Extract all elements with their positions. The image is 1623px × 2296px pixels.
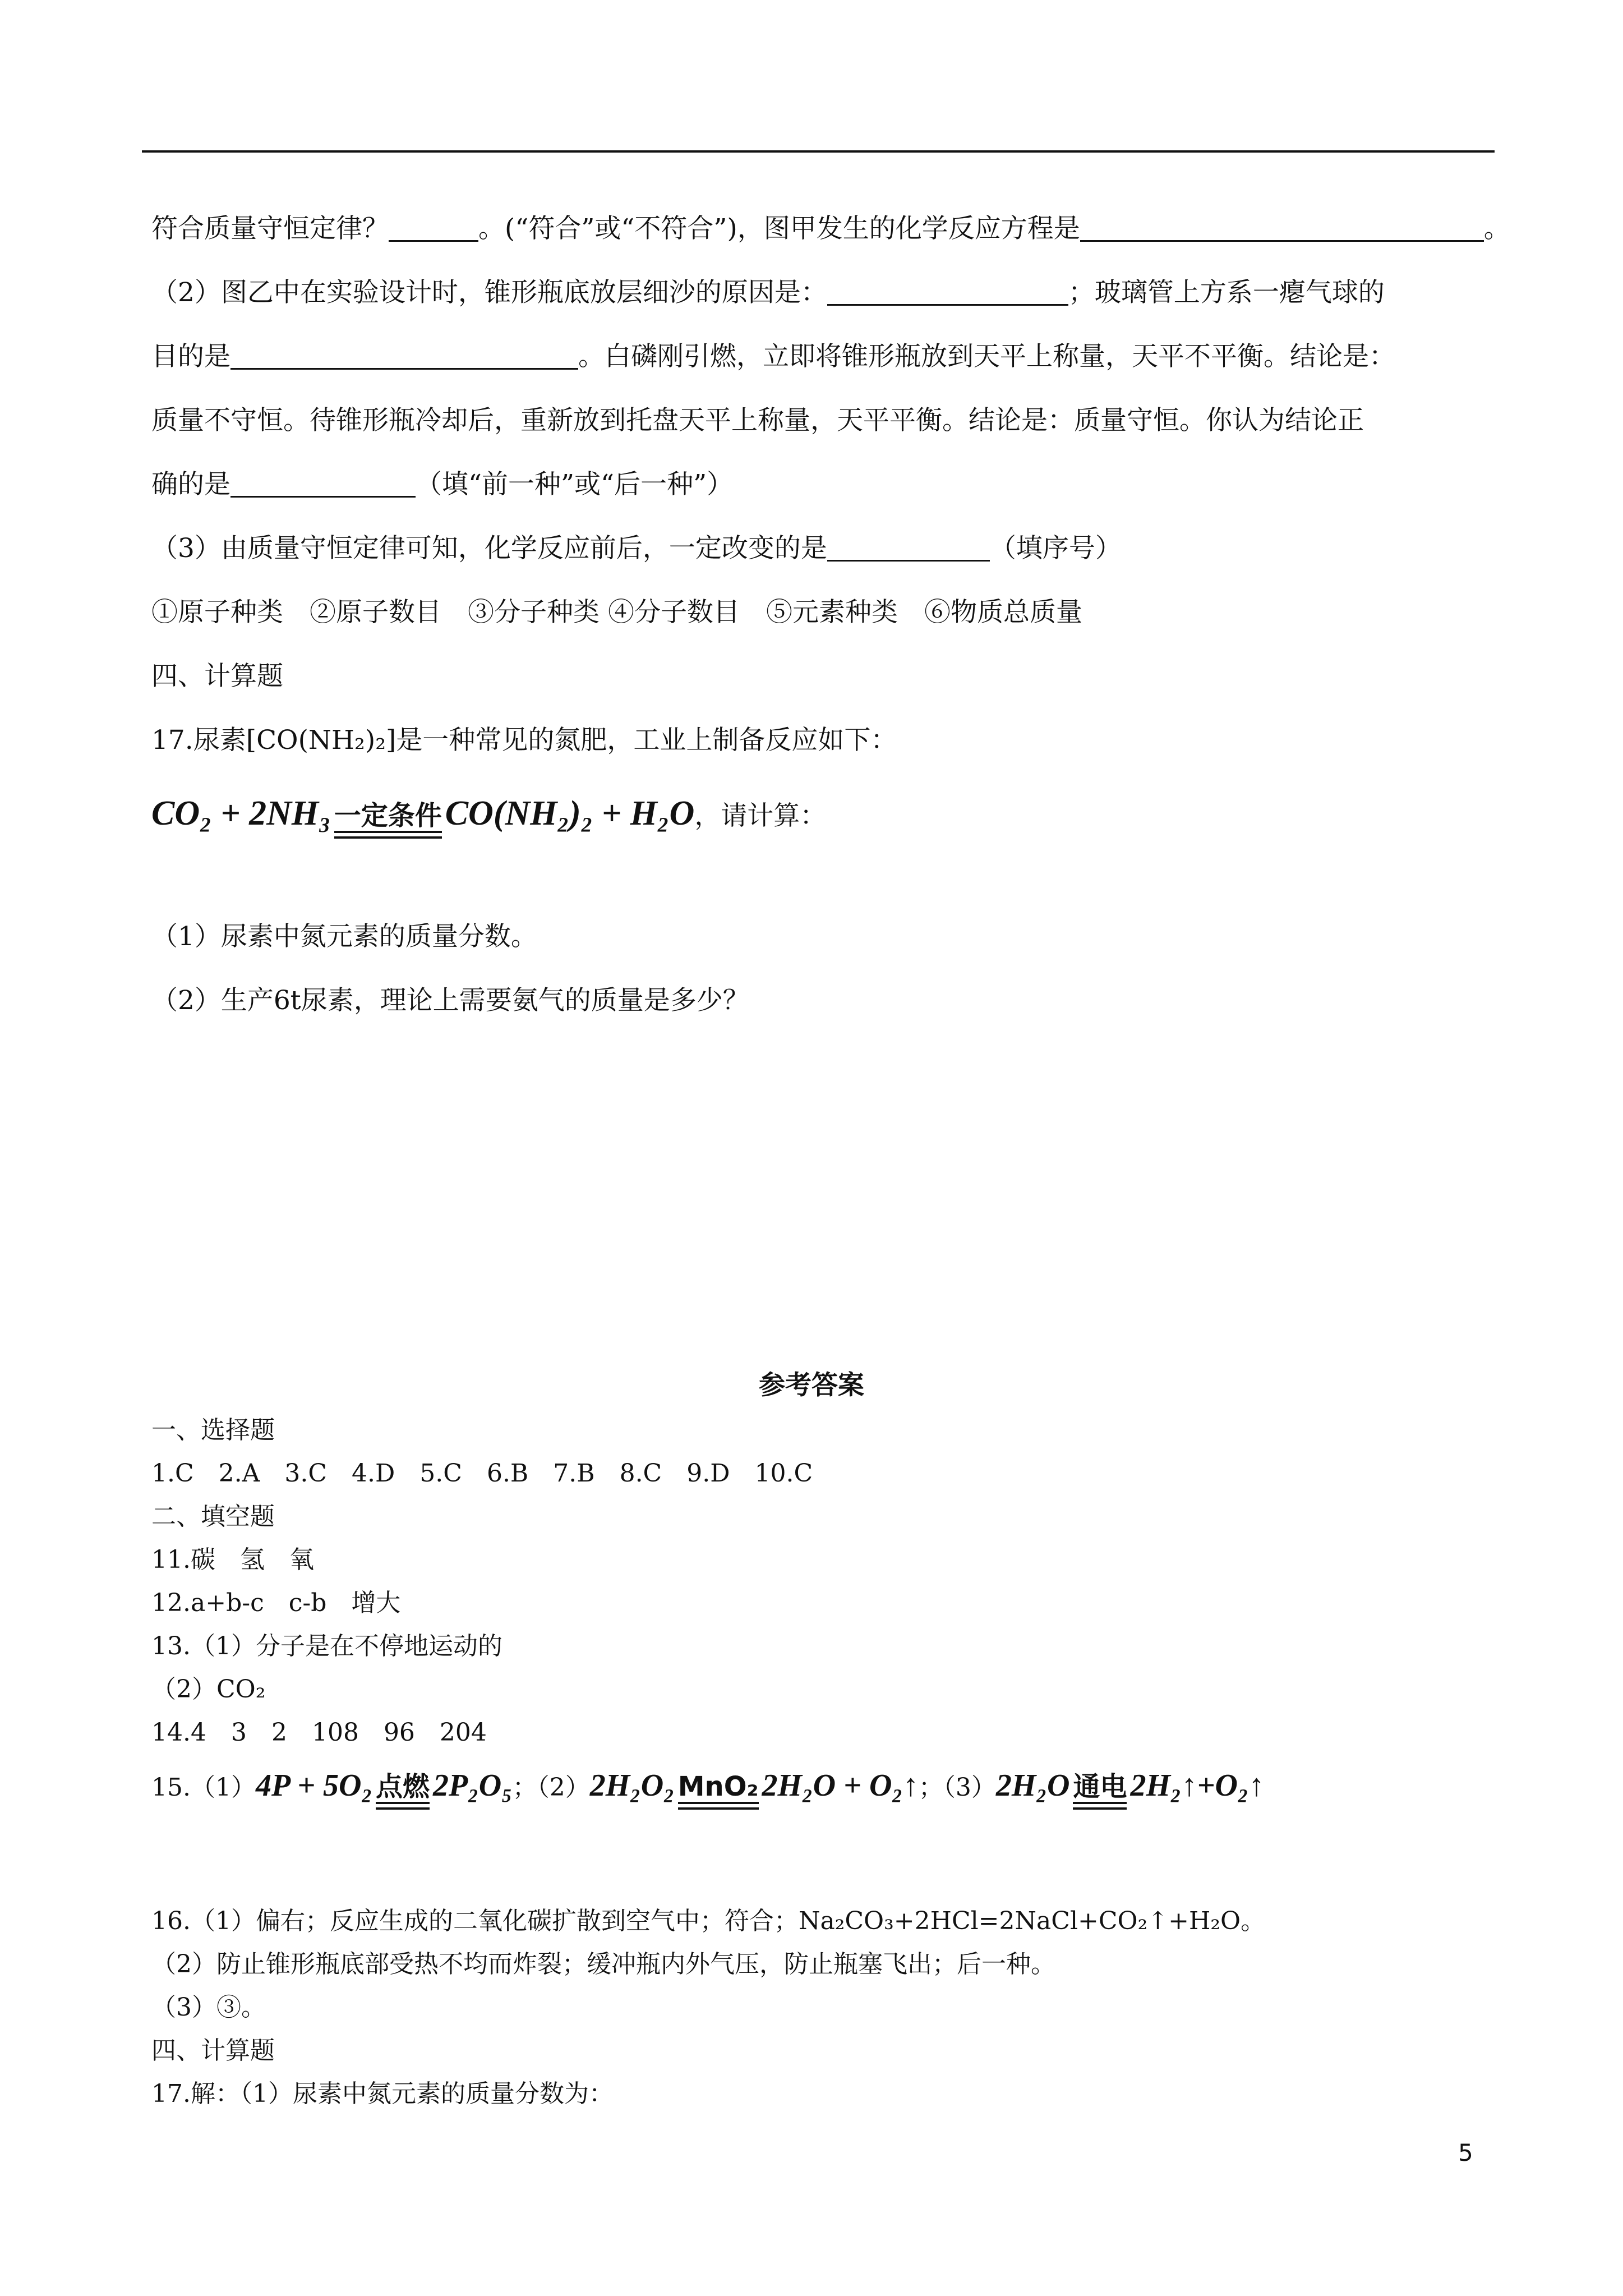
q17-sub-2: （2）生产6t尿素，理论上需要氨气的质量是多少？ [151,985,749,1016]
q17-eq-left: CO₂ + 2NH₃ [151,794,331,832]
answer-15 [151,1767,1264,1810]
eq1-condition-text: 点燃 [375,1771,430,1802]
q16-line-1 [151,212,1510,246]
answer-15-sep-3: ；（3） [918,1773,996,1802]
q16-2-text-a: （2）图乙中在实验设计时，锥形瓶底放层细沙的原因是： [151,277,827,308]
answer-blank[interactable] [389,217,478,242]
q16-3-text-b: （填序号） [989,533,1122,564]
eq3-condition [1069,1773,1130,1810]
equals-bars [678,1802,759,1810]
q16-2-text-b: ；玻璃管上方系一瘪气球的 [1068,277,1385,308]
equals-bars [1073,1802,1127,1810]
answers-section-2: 二、填空题 [151,1502,275,1531]
answer-16-1: 16.（1）偏右；反应生成的二氧化碳扩散到空气中；符合；Na₂CO₃+2HCl=2NaCl+CO₂↑+H₂O。 [151,1907,1266,1935]
eq3-left: 2H₂O [995,1768,1070,1803]
q16-text-c: 。 [1483,213,1510,244]
eq3-condition-text: 通电 [1073,1771,1127,1802]
q16-2-line-2 [151,340,1395,374]
answers-choice: 1.C 2.A 3.C 4.D 5.C 6.B 7.B 8.C 9.D 10.C [151,1459,813,1488]
q17-eq-tail: ，请计算： [694,800,827,831]
answers-section-4: 四、计算题 [151,2036,275,2065]
q17-eq-condition [331,802,445,839]
q16-2-text-d: 。白磷刚引燃，立即将锥形瓶放到天平上称量，天平不平衡。结论是： [578,341,1395,372]
header-rule [142,150,1495,153]
eq1-right: 2P₂O₅ [433,1768,513,1803]
eq2-left: 2H₂O₂ [589,1768,675,1803]
q17-condition-text: 一定条件 [334,800,442,831]
answer-17: 17.解：（1）尿素中氮元素的质量分数为： [151,2079,614,2108]
q16-2-text-e: 确的是 [151,469,230,500]
equals-bars [376,1802,430,1810]
q16-text-b: 。(“符合”或“不符合”)，图甲发生的化学反应方程是 [478,213,1080,244]
q17-intro: 17.尿素[CO(NH₂)₂]是一种常见的氮肥，工业上制备反应如下： [151,725,897,756]
eq3-right: 2H₂↑+O₂↑ [1130,1768,1265,1803]
answer-11: 11.碳 氢 氧 [151,1545,314,1574]
q16-3-line-1 [151,532,1122,565]
eq2-condition [675,1773,762,1810]
q17-equation [151,791,826,839]
eq2-condition-text: MnO₂ [677,1771,759,1802]
answer-13-1: 13.（1）分子是在不停地运动的 [151,1632,502,1660]
q16-3-options: ①原子种类 ②原子数目 ③分子种类 ④分子数目 ⑤元素种类 ⑥物质总质量 [151,597,1082,628]
answer-blank[interactable] [827,536,990,562]
eq1-condition [372,1773,433,1810]
q17-sub-1: （1）尿素中氮元素的质量分数。 [151,921,537,952]
answer-15-sep-2: ；（2） [512,1773,590,1802]
answer-16-2: （2）防止锥形瓶底部受热不均而炸裂；缓冲瓶内外气压，防止瓶塞飞出；后一种。 [151,1950,1055,1978]
q17-eq-right: CO(NH₂)₂ + H₂O [445,794,695,832]
answer-14: 14.4 3 2 108 96 204 [151,1718,487,1747]
q16-2-text-c: 目的是 [151,341,230,372]
q16-text-a: 符合质量守恒定律？ [151,213,389,244]
eq2-right: 2H₂O + O₂↑ [762,1768,919,1803]
q16-2-line-1 [151,276,1385,310]
equals-bars [334,831,442,839]
q16-3-text-a: （3）由质量守恒定律可知，化学反应前后，一定改变的是 [151,533,827,564]
answer-blank[interactable] [230,472,416,498]
eq1-left: 4P + 5O₂ [255,1768,372,1803]
answers-section-1: 一、选择题 [151,1416,275,1444]
answer-15-prefix: 15.（1） [151,1773,256,1802]
answer-blank[interactable] [827,280,1068,306]
answer-16-3: （3）③。 [151,1993,266,2022]
answer-13-2: （2）CO₂ [151,1675,266,1704]
q16-2-text-f: （填“前一种”或“后一种”） [416,469,734,500]
section-4-title: 四、计算题 [151,661,283,692]
answer-blank[interactable] [230,344,578,370]
answer-12: 12.a+b-c c-b 增大 [151,1589,401,1617]
answer-blank[interactable] [1080,217,1484,242]
q16-2-line-3: 质量不守恒。待锥形瓶冷却后，重新放到托盘天平上称量，天平平衡。结论是：质量守恒。你认为结论正 [151,405,1364,436]
page-number: 5 [1458,2139,1473,2166]
answers-title: 参考答案 [759,1370,864,1401]
q16-2-line-4 [151,468,733,501]
